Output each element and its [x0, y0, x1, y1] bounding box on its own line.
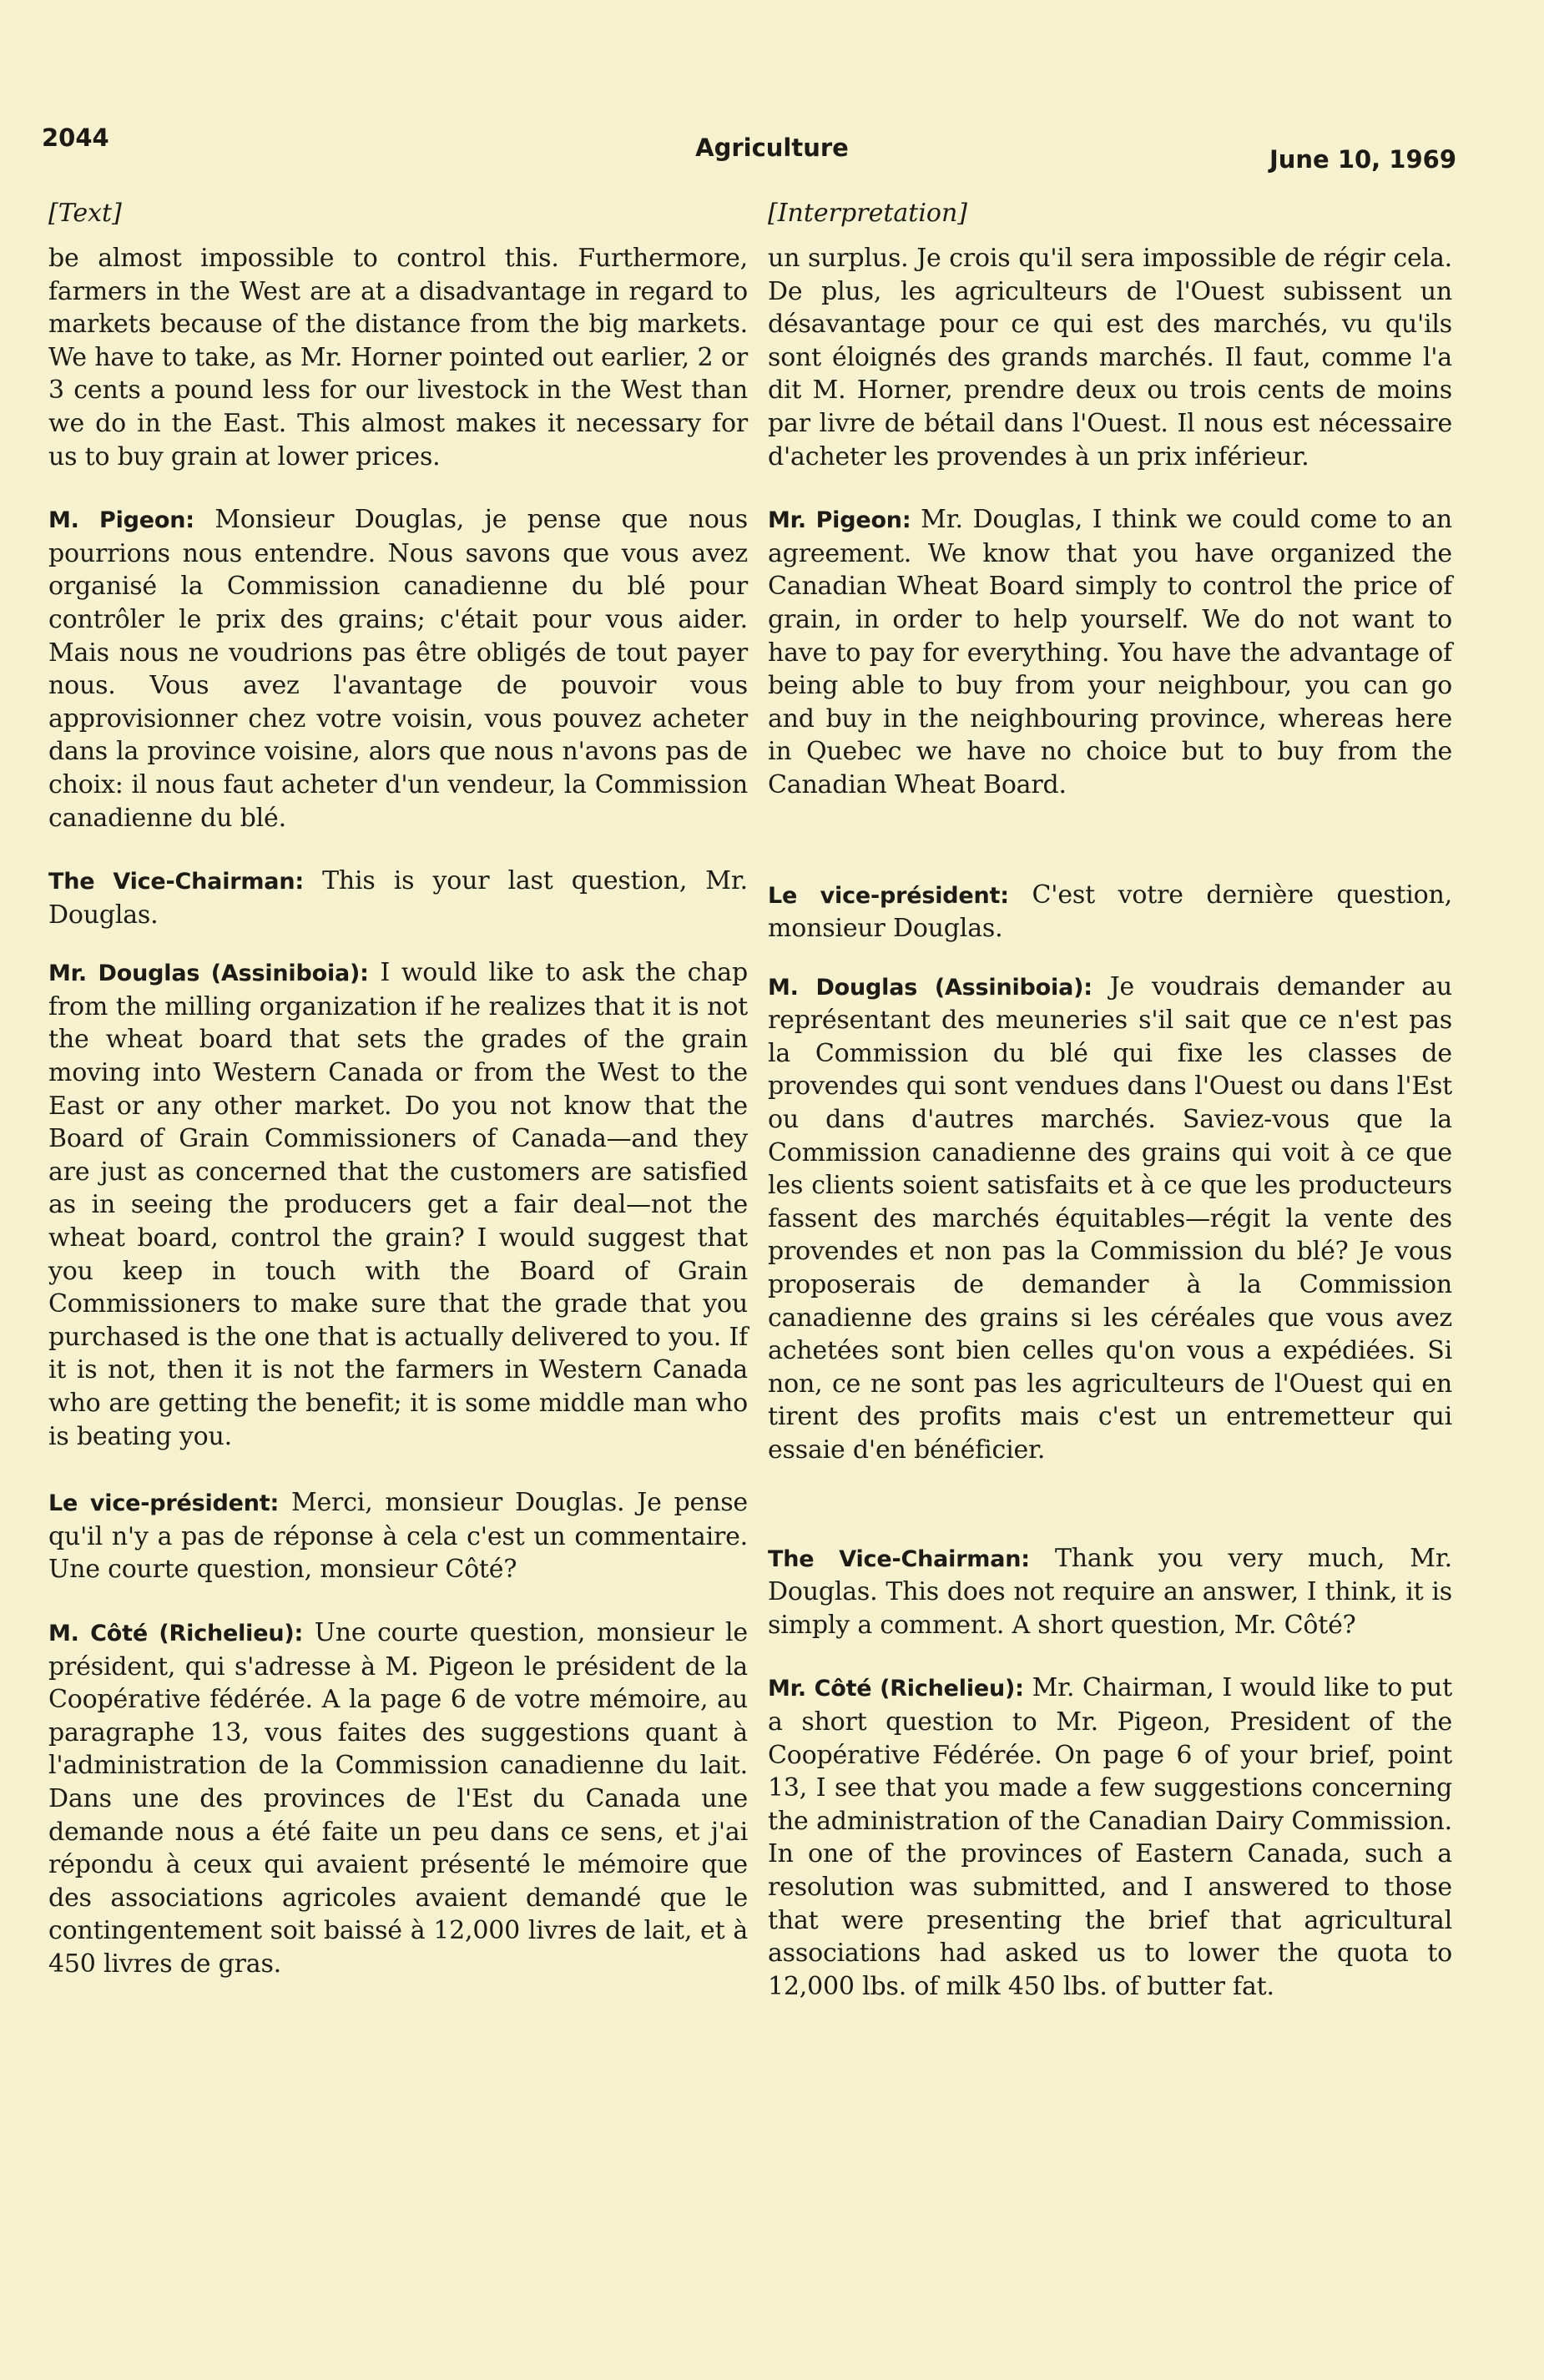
speaker-name: M. Pigeon: [48, 507, 194, 534]
paragraph [768, 503, 1452, 801]
paragraph [48, 956, 748, 1453]
right-column-interpretation [768, 197, 1452, 2035]
paragraph-text: I would like to ask the chap from the milling organization if he realizes that it is not the wheat board that sets the grades of the grain moving into Western Canada or from the West to the East or any other market. Do you not know that the Board of Grain Commissioners of Canada—and they are just as concerned that the customers are satisfied as in seeing the producers get a fair deal—not the wheat board, control the grain? I would suggest that you keep in touch with the Board of Grain Commissioners to make sure that the grade that you purchased is the one that is actually delivered to you. If it is not, then it is not the farmers in Western Canada who are getting the benefit; it is some middle man who is beating you. [48, 958, 748, 1451]
paragraph [768, 1672, 1452, 2003]
paragraph [768, 879, 1452, 945]
page-date: June 10, 1969 [1269, 145, 1456, 174]
paragraph [48, 1616, 748, 1981]
paragraph-text: Mr. Chairman, I would like to put a short question to Mr. Pigeon, President of the Coopérative Fédérée. On page 6 of your brief, point 13, I see that you made a few suggestions concerning the administration of the Canadian Dairy Commission. In one of the provinces of Eastern Canada, such a resolution was submitted, and I answered to those that were presenting the brief that agricultural associations had asked us to lower the quota to 12,000 lbs. of milk 450 lbs. of butter fat. [768, 1673, 1452, 2001]
speaker-name: Le vice-président: [768, 882, 1009, 909]
paragraph [768, 971, 1452, 1467]
paragraph [48, 1486, 748, 1586]
speaker-name: Mr. Côté (Richelieu): [768, 1676, 1024, 1702]
speaker-name: Mr. Douglas (Assiniboia): [48, 961, 369, 987]
paragraph-text: Merci, monsieur Douglas. Je pense qu'il n'y a pas de réponse à cela c'est un commentaire. Une courte question, monsieur Côté? [48, 1488, 748, 1585]
speaker-name: Mr. Pigeon: [768, 507, 911, 534]
paragraph [48, 242, 748, 473]
speaker-name: The Vice-Chairman: [768, 1545, 1030, 1572]
page-header [0, 0, 1544, 192]
section-title: Agriculture [695, 134, 849, 162]
paragraph-text: un surplus. Je crois qu'il sera impossible de régir cela. De plus, les agriculteurs de l'Ouest subissent un désavantage pour ce qui est des marchés, vu qu'ils sont éloignés des grands marchés. Il faut, comme l'a dit M. Horner, prendre deux ou trois cents de moins par livre de bétail dans l'Ouest. Il nous est nécessaire d'acheter les provendes à un prix inférieur. [768, 244, 1452, 471]
speaker-name: M. Douglas (Assiniboia): [768, 974, 1092, 1001]
paragraph-text: This is your last question, Mr. Douglas. [48, 866, 748, 930]
column-label-interpretation: [Interpretation] [768, 199, 968, 228]
paragraph-text: C'est votre dernière question, monsieur Douglas. [768, 880, 1453, 944]
paragraph-text: Monsieur Douglas, je pense que nous pourrions nous entendre. Nous savons que vous avez organisé la Commission canadienne du blé pour contrôler le prix des grains; c'était pour vous aider. Mais nous ne voudrions pas être obligés de tout payer nous. Vous avez l'avantage de pouvoir vous approvisionner chez votre voisin, vous pouvez acheter dans la province voisine, alors que nous n'avons pas de choix: il nous faut acheter d'un vendeur, la Commission canadienne du blé. [48, 505, 748, 833]
paragraph-text: Mr. Douglas, I think we could come to an agreement. We know that you have organized the Canadian Wheat Board simply to control the price of grain, in order to help yourself. We do not want to have to pay for everything. You have the advantage of being able to buy from your neighbour, you can go and buy in the neighbouring province, whereas here in Quebec we have no choice but to buy from the Canadian Wheat Board. [768, 505, 1453, 799]
speaker-name: M. Côté (Richelieu): [48, 1620, 304, 1646]
speaker-name: Le vice-président: [48, 1490, 280, 1517]
paragraph-text: be almost impossible to control this. Furthermore, farmers in the West are at a disadvantage in regard to markets because of the distance from the big markets. We have to take, as Mr. Horner pointed out earlier, 2 or 3 cents a pound less for our livestock in the West than we do in the East. This almost makes it necessary for us to buy grain at lower prices. [48, 244, 748, 471]
paragraph [768, 242, 1452, 473]
paragraph-text: Thank you very much, Mr. Douglas. This does not require an answer, I think, it is simply a comment. A short question, Mr. Côté? [768, 1543, 1452, 1640]
paragraph-text: Une courte question, monsieur le président, qui s'adresse à M. Pigeon le président de la Coopérative fédérée. A la page 6 de votre mémoire, au paragraphe 13, vous faites des suggestions quant à l'administration de la Commission canadienne du lait. Dans une des provinces de l'Est du Canada une demande nous a été faite un peu dans ce sens, et j'ai répondu à ceux qui avaient présenté le mémoire que des associations agricoles avaient demandé que le contingentement soit baissé à 12,000 livres de lait, et à 450 livres de gras. [48, 1617, 748, 1979]
paragraph [48, 865, 748, 931]
page-number: 2044 [42, 124, 109, 152]
column-label-text: [Text] [48, 199, 122, 228]
speaker-name: The Vice-Chairman: [48, 869, 304, 895]
paragraph-text: Je voudrais demander au représentant des meuneries s'il sait que ce n'est pas la Commission du blé qui fixe les classes de provendes qui sont vendues dans l'Ouest ou dans l'Est ou dans d'autres marchés. Saviez-vous que la Commission canadienne des grains qui voit à ce que les clients soient satisfaits et à ce que les producteurs fassent des marchés équitables—régit la vente des provendes et non pas la Commission du blé? Je vous proposerais de demander à la Commission canadienne des grains si les céréales que vous avez achetées sont bien celles qu'on vous a expédiées. Si non, ce ne sont pas les agriculteurs de l'Ouest qui en tirent des profits mais c'est un entremetteur qui essaie d'en bénéficier. [768, 971, 1452, 1465]
paragraph [768, 1542, 1452, 1642]
left-column-text [48, 197, 748, 2013]
paragraph [48, 503, 748, 835]
